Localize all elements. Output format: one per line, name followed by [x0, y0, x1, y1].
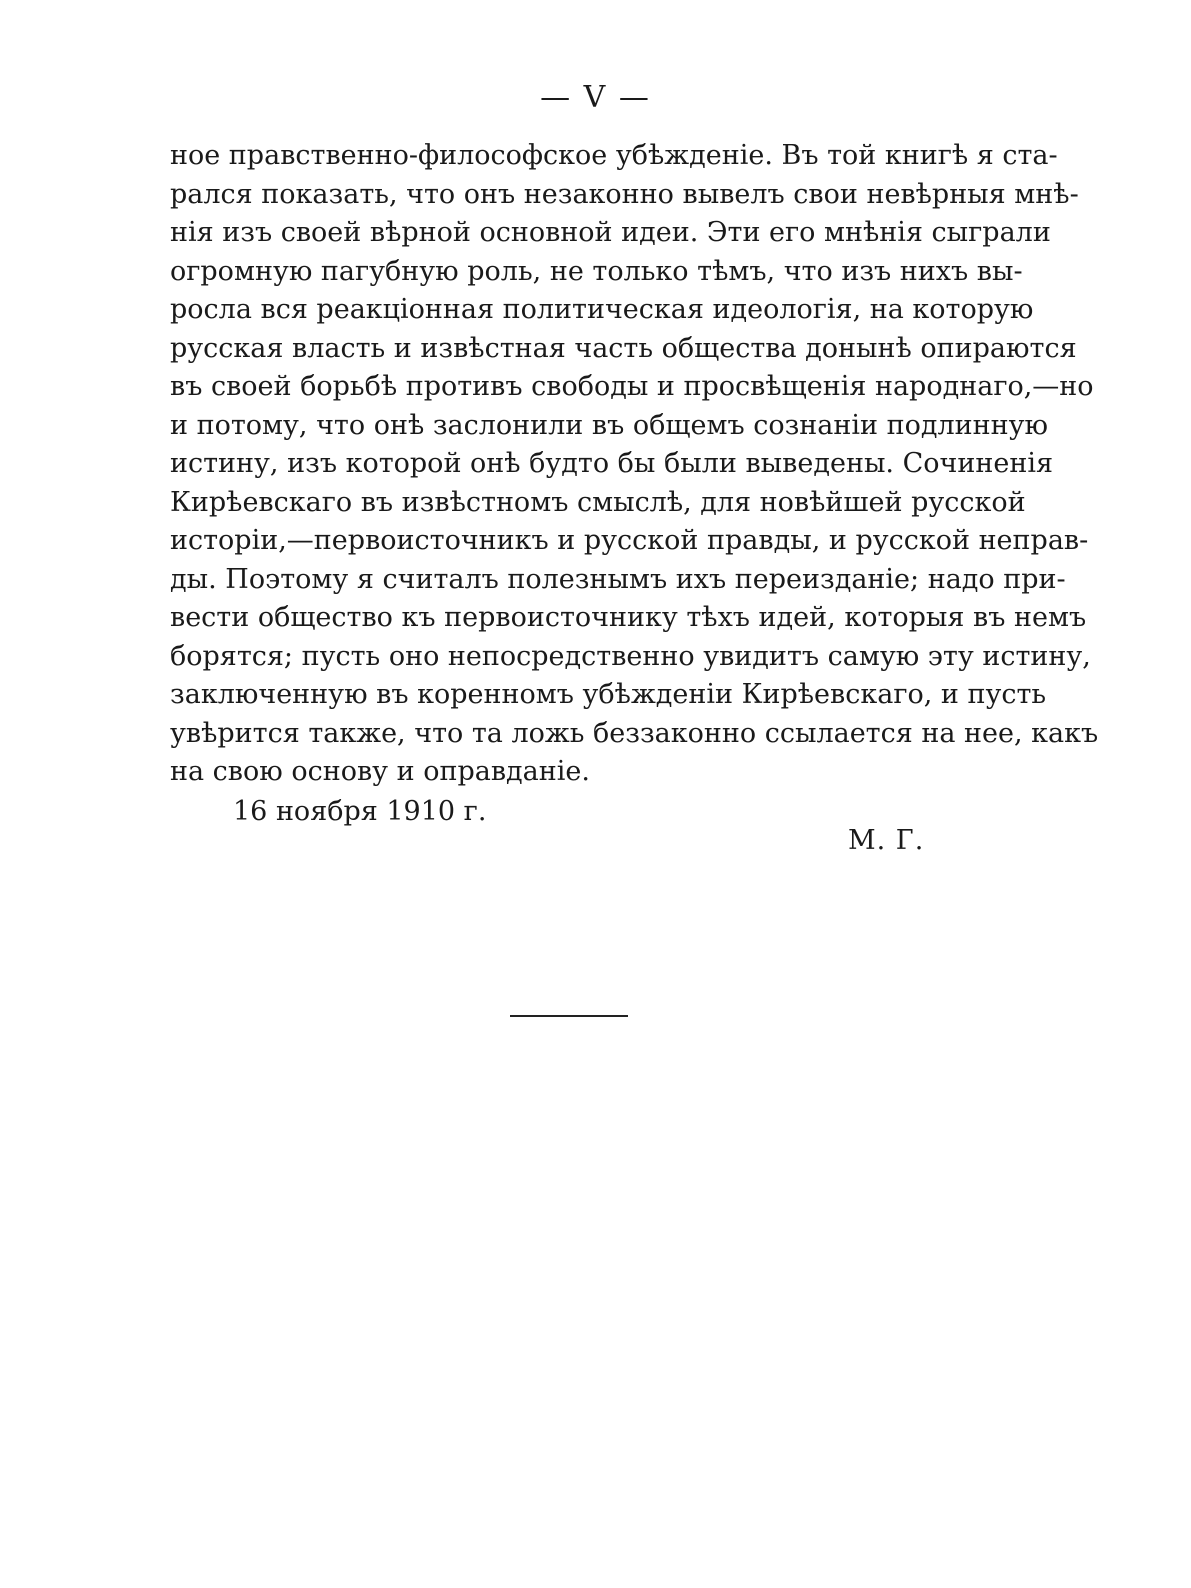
paragraph-line: росла вся реакціонная политическая идеологія, на которую [170, 294, 1034, 325]
paragraph-line: русская власть и извѣстная часть общества донынѣ опираются [170, 332, 1077, 364]
signature-initials: М. Г. [848, 825, 925, 856]
paragraph-line: ное правственно-философское убѣжденіе. Въ той книгѣ я ста- [170, 140, 1058, 171]
page-number: — V — [540, 80, 651, 115]
paragraph-line: заключенную въ коренномъ убѣжденіи Кирѣевскаго, и пусть [170, 679, 1047, 710]
paragraph-line: ды. Поэтому я считалъ полезнымъ ихъ переизданіе; надо при- [170, 563, 1066, 595]
closing-rule [510, 1015, 628, 1017]
paragraph-line: нія изъ своей вѣрной основной идеи. Эти его мнѣнія сыграли [170, 217, 1051, 248]
paragraph-line: въ своей борьбѣ противъ свободы и просвѣщенія народнаго,—но [170, 371, 1094, 402]
paragraph-line: Кирѣевскаго въ извѣстномъ смыслѣ, для новѣйшей русской [170, 486, 1026, 518]
paragraph-line: увѣрится также, что та ложь беззаконно ссылается на нее, какъ [170, 717, 1099, 749]
paragraph-line: вести общество къ первоисточнику тѣхъ идей, которыя въ немъ [170, 602, 1087, 633]
body-paragraph [170, 137, 1099, 792]
paragraph-line: борятся; пусть оно непосредственно увидитъ самую эту истину, [170, 640, 1091, 672]
date-line: 16 ноября 1910 г. [233, 796, 487, 827]
paragraph-line: истину, изъ которой онѣ будто бы были выведены. Сочиненія [170, 448, 1053, 479]
paragraph-line: на свою основу и оправданіе. [170, 756, 590, 787]
paragraph-line: исторіи,—первоисточникъ и русской правды, и русской неправ- [170, 525, 1089, 556]
paragraph-line: рался показать, что онъ незаконно вывелъ свои невѣрныя мнѣ- [170, 178, 1079, 210]
paragraph-line: огромную пагубную роль, не только тѣмъ, что изъ нихъ вы- [170, 255, 1023, 287]
paragraph-line: и потому, что онѣ заслонили въ общемъ сознаніи подлинную [170, 409, 1049, 441]
